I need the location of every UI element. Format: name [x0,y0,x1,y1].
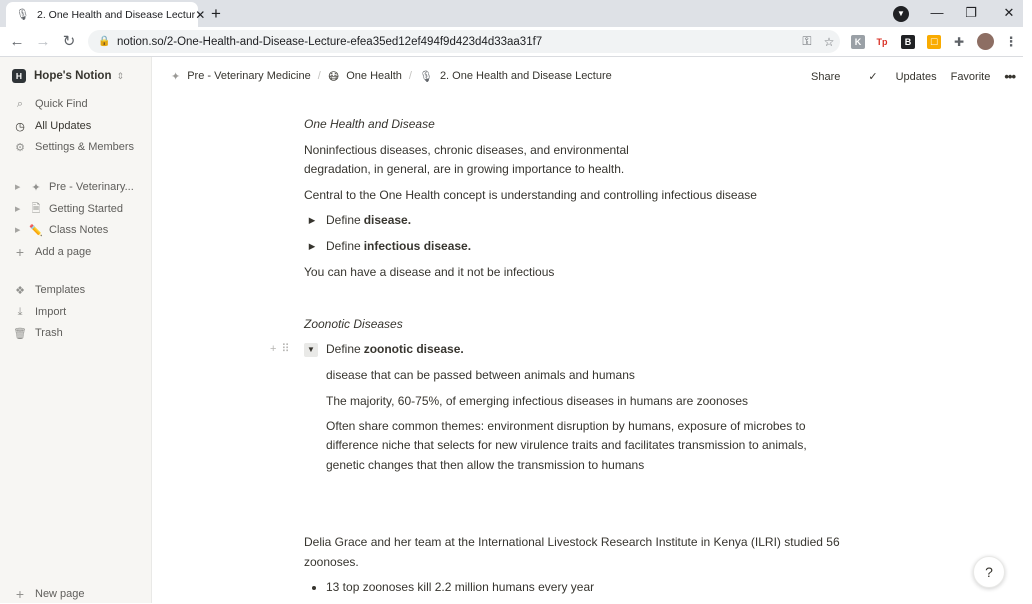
top-actions [797,69,1015,84]
new-tab-button[interactable]: + [211,4,221,23]
text-block[interactable]: You can have a disease and it not be infectious [304,265,555,279]
workspace-name: Hope's Notion [34,70,112,82]
sidebar-page-label: Getting Started [49,203,123,215]
tab-close-button[interactable]: ✕ [195,7,206,22]
plus-icon: + [15,244,25,260]
bulleted-list-item[interactable] [304,578,594,598]
updates-button[interactable] [854,70,936,83]
sidebar-page-class-notes[interactable] [0,220,152,240]
updates-label: Updates [895,71,937,83]
toggle-arrow-icon[interactable]: ▶ [308,241,316,251]
new-page-button[interactable] [0,584,152,604]
sidebar-item-templates[interactable] [0,280,152,300]
toggle-label-prefix: Define [326,213,361,227]
yellow-extension-icon[interactable]: ☐ [927,35,941,49]
templates-icon: ❖ [15,284,25,297]
microphone-icon: 🎙 [418,70,433,83]
add-page-button[interactable] [0,242,152,262]
breadcrumb-label: One Health [346,70,402,82]
toggle-label-bold: disease. [363,213,412,227]
trash-icon: 🗑 [13,327,27,340]
k-extension-icon[interactable]: K [851,35,865,49]
back-arrow-icon[interactable]: ← [9,33,25,50]
tab-title: 2. One Health and Disease Lectur [37,8,196,21]
sidebar-item-label: All Updates [35,120,92,132]
chevron-updown-icon: ⇕ [116,70,125,81]
sidebar-page-getting-started[interactable] [0,199,152,219]
drag-handle-icon[interactable]: ⠿ [281,343,291,355]
menu-dots-icon[interactable]: ⋮ [1004,34,1018,49]
sparkle-icon: ✦ [31,181,41,194]
sidebar-item-label: Import [35,306,67,318]
favorite-button[interactable]: Favorite [950,70,991,83]
toggle-block[interactable] [304,211,411,231]
sidebar-page-pre-veterinary[interactable] [0,177,152,197]
sidebar-item-label: Quick Find [35,98,88,110]
search-icon: ⌕ [16,97,24,110]
sidebar-page-label: Pre - Veterinary... [49,181,134,193]
new-page-label: New page [35,588,85,600]
sidebar-item-all-updates[interactable] [0,116,152,136]
sidebar [0,57,152,603]
plus-icon: + [15,586,25,602]
text-block[interactable]: Noninfectious diseases, chronic diseases, and environmental [304,143,629,157]
breadcrumb-separator: / [317,70,321,82]
minimize-button[interactable]: — [930,5,944,20]
b-extension-icon[interactable]: B [901,35,915,49]
toggle-label-bold: zoonotic disease. [363,342,464,356]
sidebar-item-quick-find[interactable] [0,94,152,114]
browser-toolbar [0,27,1023,57]
breadcrumb-separator: / [408,70,412,82]
breadcrumb-label: 2. One Health and Disease Lecture [439,70,612,82]
text-block[interactable]: degradation, in general, are in growing importance to health. [304,162,625,176]
toggle-child-text[interactable]: genetic changes that then allow the transmission to humans [326,458,645,472]
help-button[interactable]: ? [973,556,1005,588]
toggle-arrow-icon[interactable]: ▶ [308,215,316,225]
star-icon[interactable]: ☆ [823,34,835,49]
toggle-arrow-icon[interactable]: ▶ [15,227,21,234]
checkmark-icon: ✓ [868,71,878,83]
breadcrumb-pre-veterinary[interactable] [171,70,311,83]
toggle-label-prefix: Define [326,239,361,253]
tp-extension-icon[interactable]: Tp [876,37,888,47]
breadcrumb-label: Pre - Veterinary Medicine [187,70,311,82]
restore-button[interactable]: ❐ [965,5,977,20]
toggle-child-text[interactable]: difference niche that selects for new virulence traits and facilitates transmission to animals, [326,438,807,452]
toggle-arrow-icon[interactable]: ▶ [15,184,21,191]
import-icon: ⤓ [17,305,23,318]
close-window-button[interactable]: ✕ [1003,5,1015,20]
key-icon[interactable]: ⚿ [802,34,812,48]
browser-tab-strip [0,0,1023,27]
add-block-icon[interactable]: + [270,343,278,355]
breadcrumb-one-health[interactable] [328,70,402,83]
pencil-icon: ✏️ [29,224,43,237]
sidebar-item-settings[interactable] [0,137,152,157]
url-text: notion.so/2-One-Health-and-Disease-Lecture-efea35ed12ef494f9d423d4d33aa31f7 [117,35,543,48]
sidebar-item-label: Trash [35,327,63,339]
breadcrumb-current-page[interactable] [419,70,612,83]
add-page-label: Add a page [35,246,92,258]
smiley-icon: 😷 [327,70,340,83]
browser-tab[interactable] [6,2,206,27]
share-button[interactable]: Share [811,70,841,83]
block-handle[interactable] [270,340,291,360]
section-heading[interactable]: Zoonotic Diseases [304,317,403,331]
toggle-label-prefix: Define [326,342,361,356]
section-heading[interactable]: One Health and Disease [304,117,435,131]
bullet-dot-icon [312,586,316,590]
workspace-switcher[interactable] [12,68,124,84]
forward-arrow-icon[interactable]: → [35,33,51,50]
more-options-button[interactable]: ••• [1004,69,1015,84]
text-block[interactable]: Delia Grace and her team at the International Livestock Research Institute in Kenya (ILRI) studied 56 [304,535,840,549]
toggle-child-text[interactable]: disease that can be passed between animals and humans [326,368,635,382]
sidebar-item-label: Templates [35,284,86,296]
lock-icon: 🔒 [98,36,111,47]
puzzle-icon[interactable]: ✚ [953,35,965,49]
bullet-text: 13 top zoonoses kill 2.2 million humans every year [326,580,595,594]
toggle-block[interactable] [304,237,471,257]
toggle-arrow-icon[interactable]: ▶ [15,206,21,213]
text-block[interactable]: zoonoses. [304,555,359,569]
gear-icon: ⚙ [15,141,25,154]
clock-icon: ◷ [15,120,25,133]
toggle-block-open[interactable] [270,340,464,360]
reload-icon[interactable]: ↻ [62,33,76,50]
avatar[interactable] [977,33,994,50]
toggle-label-bold: infectious disease. [363,239,472,253]
sidebar-item-trash[interactable] [0,323,152,343]
document-icon: 🗎 [31,202,41,215]
sidebar-item-import[interactable] [0,302,152,322]
sidebar-item-label: Settings & Members [35,141,135,153]
text-block[interactable]: Central to the One Health concept is understanding and controlling infectious disease [304,188,757,202]
sparkle-icon: ✦ [171,70,181,83]
toggle-child-text[interactable]: The majority, 60-75%, of emerging infectious diseases in humans are zoonoses [326,394,748,408]
tab-search-icon[interactable]: ▼ [893,6,909,22]
workspace-icon: H [12,69,26,83]
address-bar[interactable] [88,30,840,53]
toggle-child-text[interactable]: Often share common themes: environment disruption by humans, exposure of microbes to [326,419,806,433]
page-topbar [153,57,1023,95]
microphone-icon: 🎙 [15,9,30,21]
sidebar-page-label: Class Notes [49,224,109,236]
toggle-arrow-down-icon[interactable]: ▼ [304,343,318,357]
